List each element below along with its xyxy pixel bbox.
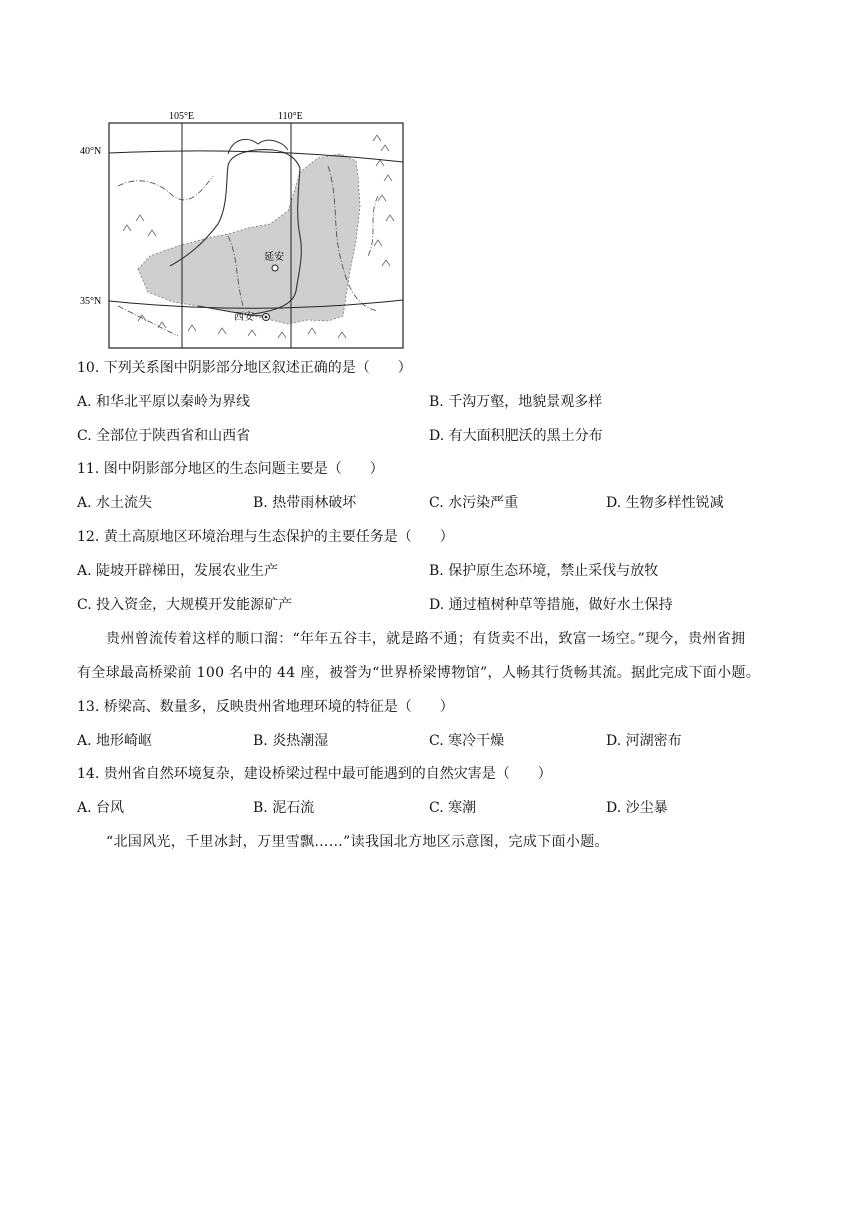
lat-35-label: 35°N xyxy=(80,296,102,307)
yanan-label: 延安 xyxy=(264,252,284,263)
q12-option-b: B. 保护原生态环境，禁止采伐与放牧 xyxy=(429,563,659,579)
question-13-stem: 13. 桥梁高、数量多，反映贵州省地理环境的特征是（ ） xyxy=(77,699,454,715)
q13-option-d: D. 河湖密布 xyxy=(606,733,682,749)
q12-option-d: D. 通过植树种草等措施，做好水土保持 xyxy=(429,597,673,613)
province-boundary xyxy=(118,176,213,200)
loess-plateau-map xyxy=(78,106,408,351)
q12-option-a: A. 陡坡开辟梯田，发展农业生产 xyxy=(77,563,279,579)
q14-option-d: D. 沙尘暴 xyxy=(606,800,668,816)
q11-option-c: C. 水污染严重 xyxy=(429,495,519,511)
q14-option-c: C. 寒潮 xyxy=(429,800,477,816)
q13-option-a: A. 地形崎岖 xyxy=(77,733,153,749)
yanan-dot xyxy=(272,265,278,271)
q11-option-a: A. 水土流失 xyxy=(77,495,153,511)
q13-option-b: B. 炎热潮湿 xyxy=(253,733,329,749)
q10-option-c: C. 全部位于陕西省和山西省 xyxy=(77,428,251,444)
q10-option-a: A. 和华北平原以秦岭为界线 xyxy=(77,394,251,410)
q13-option-c: C. 寒冷干燥 xyxy=(429,733,505,749)
q10-option-b: B. 千沟万壑，地貌景观多样 xyxy=(429,394,603,410)
lat-40-label: 40°N xyxy=(80,146,102,157)
lon-105-label: 105°E xyxy=(169,111,195,122)
q10-option-d: D. 有大面积肥沃的黑土分布 xyxy=(429,428,603,444)
passage-guizhou-line-1: 贵州曾流传着这样的顺口溜：“年年五谷丰，就是路不通；有货卖不出，致富一场空。”现今，贵州省拥 xyxy=(106,631,746,647)
passage-guizhou-line-2: 有全球最高桥梁前 100 名中的 44 座，被誉为“世界桥梁博物馆”，人畅其行货畅其流。据此完成下面小题。 xyxy=(77,665,761,681)
q14-option-a: A. 台风 xyxy=(77,800,125,816)
q11-option-b: B. 热带雨林破坏 xyxy=(253,495,357,511)
lon-110-label: 110°E xyxy=(278,111,303,122)
question-11-stem: 11. 图中阴影部分地区的生态问题主要是（ ） xyxy=(77,461,384,477)
xian-dot-center xyxy=(265,316,268,319)
xian-label: 西安 xyxy=(234,312,254,323)
province-boundary xyxy=(118,306,178,336)
question-14-stem: 14. 贵州省自然环境复杂，建设桥梁过程中最可能遇到的自然灾害是（ ） xyxy=(77,766,552,782)
lat-40-line xyxy=(109,151,403,162)
shaded-region xyxy=(138,154,360,324)
question-10-stem: 10. 下列关系图中阴影部分地区叙述正确的是（ ） xyxy=(77,360,412,376)
q12-option-c: C. 投入资金，大规模开发能源矿产 xyxy=(77,597,293,613)
question-12-stem: 12. 黄土高原地区环境治理与生态保护的主要任务是（ ） xyxy=(77,529,454,545)
passage-north-china: “北国风光，千里冰封，万里雪飘……”读我国北方地区示意图，完成下面小题。 xyxy=(106,834,609,850)
q11-option-d: D. 生物多样性锐减 xyxy=(606,495,724,511)
province-boundary xyxy=(368,196,378,256)
q14-option-b: B. 泥石流 xyxy=(253,800,315,816)
